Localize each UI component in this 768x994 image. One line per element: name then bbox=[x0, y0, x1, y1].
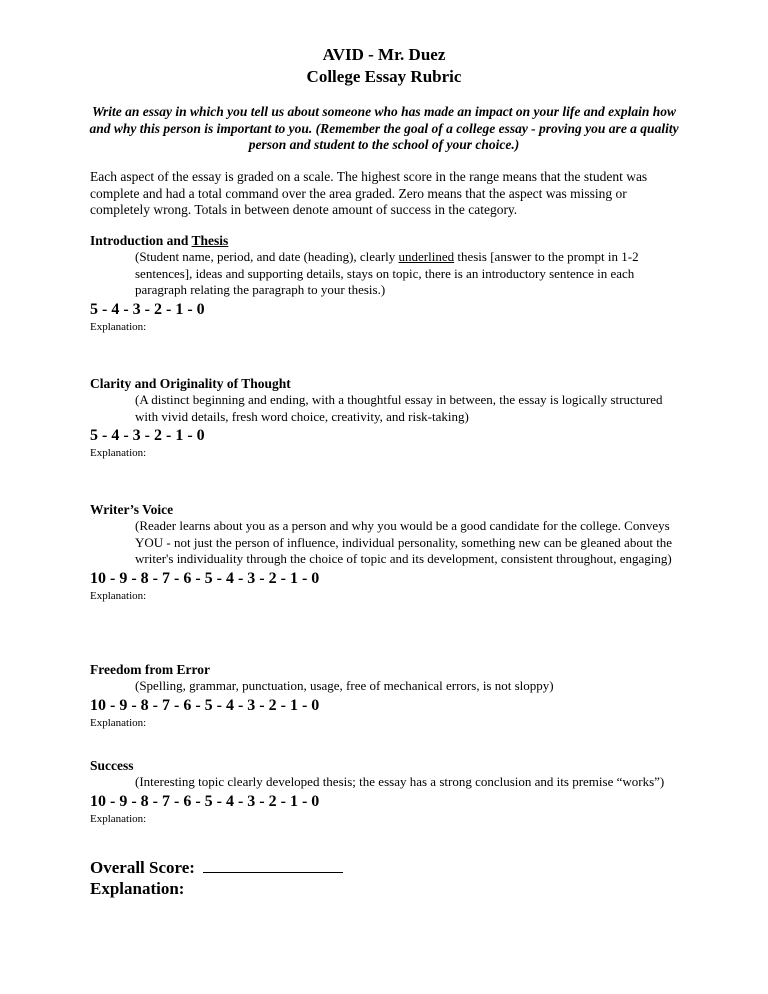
essay-prompt: Write an essay in which you tell us about someone who has made an impact on your life and explain how and why this person is important to you. (Remember the goal of a college essay - proving you are a quality person and student to the school of your choice.) bbox=[89, 104, 679, 152]
desc-part-1: (Student name, period, and date (heading), clearly bbox=[135, 249, 399, 264]
section-writers-voice bbox=[90, 501, 680, 603]
overall-explanation-label: Explanation: bbox=[90, 879, 185, 898]
header-subtitle: College Essay Rubric bbox=[306, 67, 462, 86]
explanation-label: Explanation: bbox=[90, 589, 147, 602]
section-clarity-originality bbox=[90, 375, 680, 460]
section-introduction-thesis bbox=[90, 232, 680, 334]
overall-score-line bbox=[90, 856, 343, 878]
section-freedom-from-error bbox=[90, 661, 680, 730]
overall-score-blank[interactable] bbox=[203, 856, 343, 873]
explanation-label: Explanation: bbox=[90, 447, 147, 459]
score-scale: 10 - 9 - 8 - 7 - 6 - 5 - 4 - 3 - 2 - 1 - 0 bbox=[90, 569, 320, 587]
score-scale: 5 - 4 - 3 - 2 - 1 - 0 bbox=[90, 427, 205, 444]
section-title: Success bbox=[90, 758, 134, 773]
section-description: (Reader learns about you as a person and why you would be a good candidate for the college. Conveys YOU - not just the person of influence, individual personality, something new can be gleaned about the writer's individuality through the choice of topic and its development, consistent throughout, engaging) bbox=[135, 518, 673, 566]
section-title: Writer’s Voice bbox=[90, 502, 174, 517]
overall-score-block bbox=[90, 856, 343, 899]
header-title: AVID - Mr. Duez bbox=[322, 45, 446, 64]
section-title: Clarity and Originality of Thought bbox=[90, 376, 291, 391]
section-description bbox=[135, 249, 680, 299]
section-title-underlined: Thesis bbox=[191, 233, 229, 248]
score-scale: 10 - 9 - 8 - 7 - 6 - 5 - 4 - 3 - 2 - 1 - 0 bbox=[90, 696, 320, 714]
overall-score-label: Overall Score: bbox=[90, 858, 195, 877]
intro-paragraph: Each aspect of the essay is graded on a scale. The highest score in the range means that the student was complete and had a total command over the area graded. Zero means that the aspect was missing or completely wrong. Totals in between denote amount of success in the category. bbox=[90, 169, 648, 217]
section-title-text: Introduction and bbox=[90, 233, 192, 248]
document-header bbox=[0, 44, 768, 88]
section-description: (A distinct beginning and ending, with a thoughtful essay in between, the essay is logically structured with vivid details, fresh word choice, creativity, and risk-taking) bbox=[135, 392, 663, 424]
explanation-label: Explanation: bbox=[90, 812, 147, 825]
desc-part-2: thesis [answer to the prompt in 1-2 sentences], ideas and supporting details, stays on topic, there is an introductory sentence in each paragraph relating the paragraph to your thesis.) bbox=[135, 249, 639, 297]
section-title: Freedom from Error bbox=[90, 662, 210, 677]
section-description: (Spelling, grammar, punctuation, usage, free of mechanical errors, is not sloppy) bbox=[135, 678, 554, 693]
score-scale: 5 - 4 - 3 - 2 - 1 - 0 bbox=[90, 300, 205, 318]
desc-underlined: underlined bbox=[398, 249, 455, 264]
explanation-label: Explanation: bbox=[90, 320, 147, 333]
section-success bbox=[90, 757, 680, 826]
section-title bbox=[90, 232, 680, 249]
score-scale: 10 - 9 - 8 - 7 - 6 - 5 - 4 - 3 - 2 - 1 - 0 bbox=[90, 792, 320, 810]
section-description: (Interesting topic clearly developed thesis; the essay has a strong conclusion and its premise “works”) bbox=[135, 774, 665, 789]
explanation-label: Explanation: bbox=[90, 716, 147, 729]
